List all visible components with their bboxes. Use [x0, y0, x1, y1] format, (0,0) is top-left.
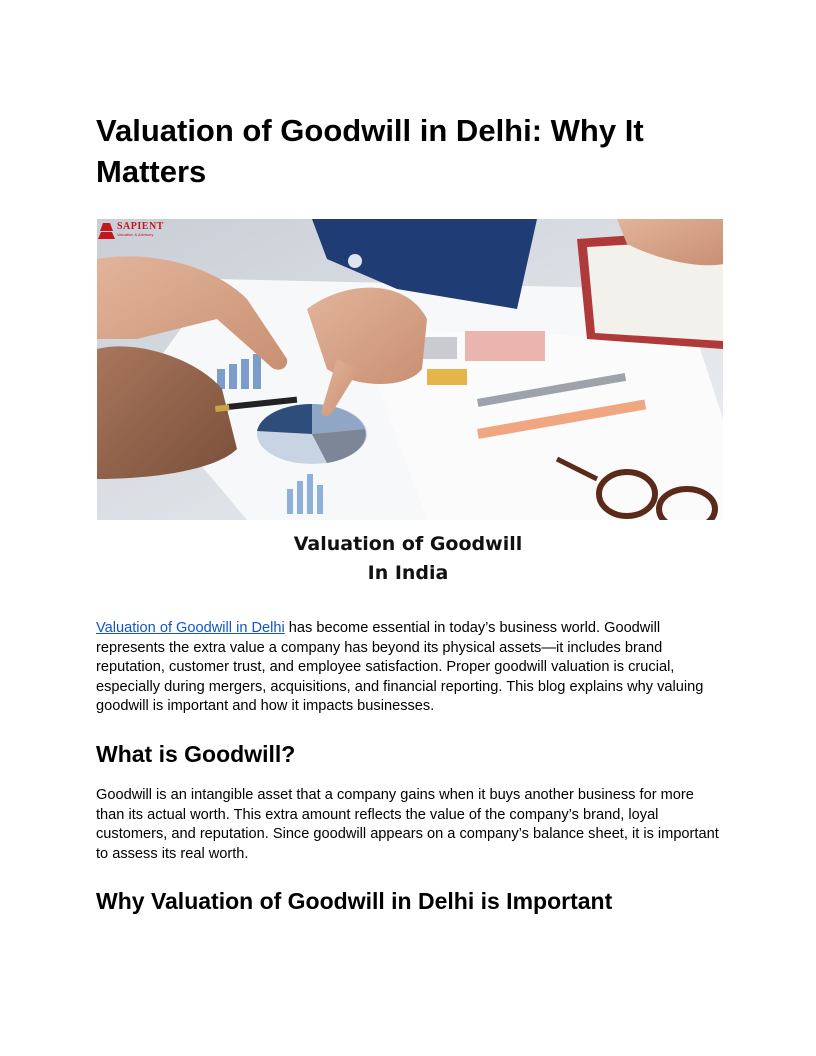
- hero-caption: [96, 530, 720, 588]
- caption-line-1: Valuation of Goodwill: [293, 533, 523, 555]
- what-is-goodwill-paragraph: Goodwill is an intangible asset that a company gains when it buys another business for more than its actual worth. This extra amount reflects the value of the company’s brand, loyal customers, and reputation. Since goodwill appears on a company’s balance sheet, it is important to assess its real worth.: [96, 787, 719, 862]
- section-heading-why-important: Why Valuation of Goodwill in Delhi is Important: [96, 888, 613, 914]
- section-heading-what-is-goodwill: What is Goodwill?: [96, 741, 296, 767]
- hero-image: [97, 219, 723, 520]
- intro-text: has become essential in today’s business world. Goodwill represents the extra value a company has beyond its physical assets—it includes brand reputation, customer trust, and employee satisfaction. Proper goodwill valuation is crucial, especially during mergers, acquisitions, and financial reporting. This blog explains why valuing goodwill is important and how it impacts businesses.: [96, 620, 704, 714]
- caption-line-2: In India: [367, 562, 449, 584]
- brand-logo-text: SAPIENT: [117, 221, 164, 232]
- brand-logo-subtext: Valuation & Advisory: [117, 232, 154, 237]
- hero-illustration: [97, 219, 723, 520]
- intro-paragraph: [96, 619, 726, 717]
- goodwill-valuation-link[interactable]: Valuation of Goodwill in Delhi: [96, 620, 285, 636]
- page-title: Valuation of Goodwill in Delhi: Why It Matters: [96, 113, 644, 189]
